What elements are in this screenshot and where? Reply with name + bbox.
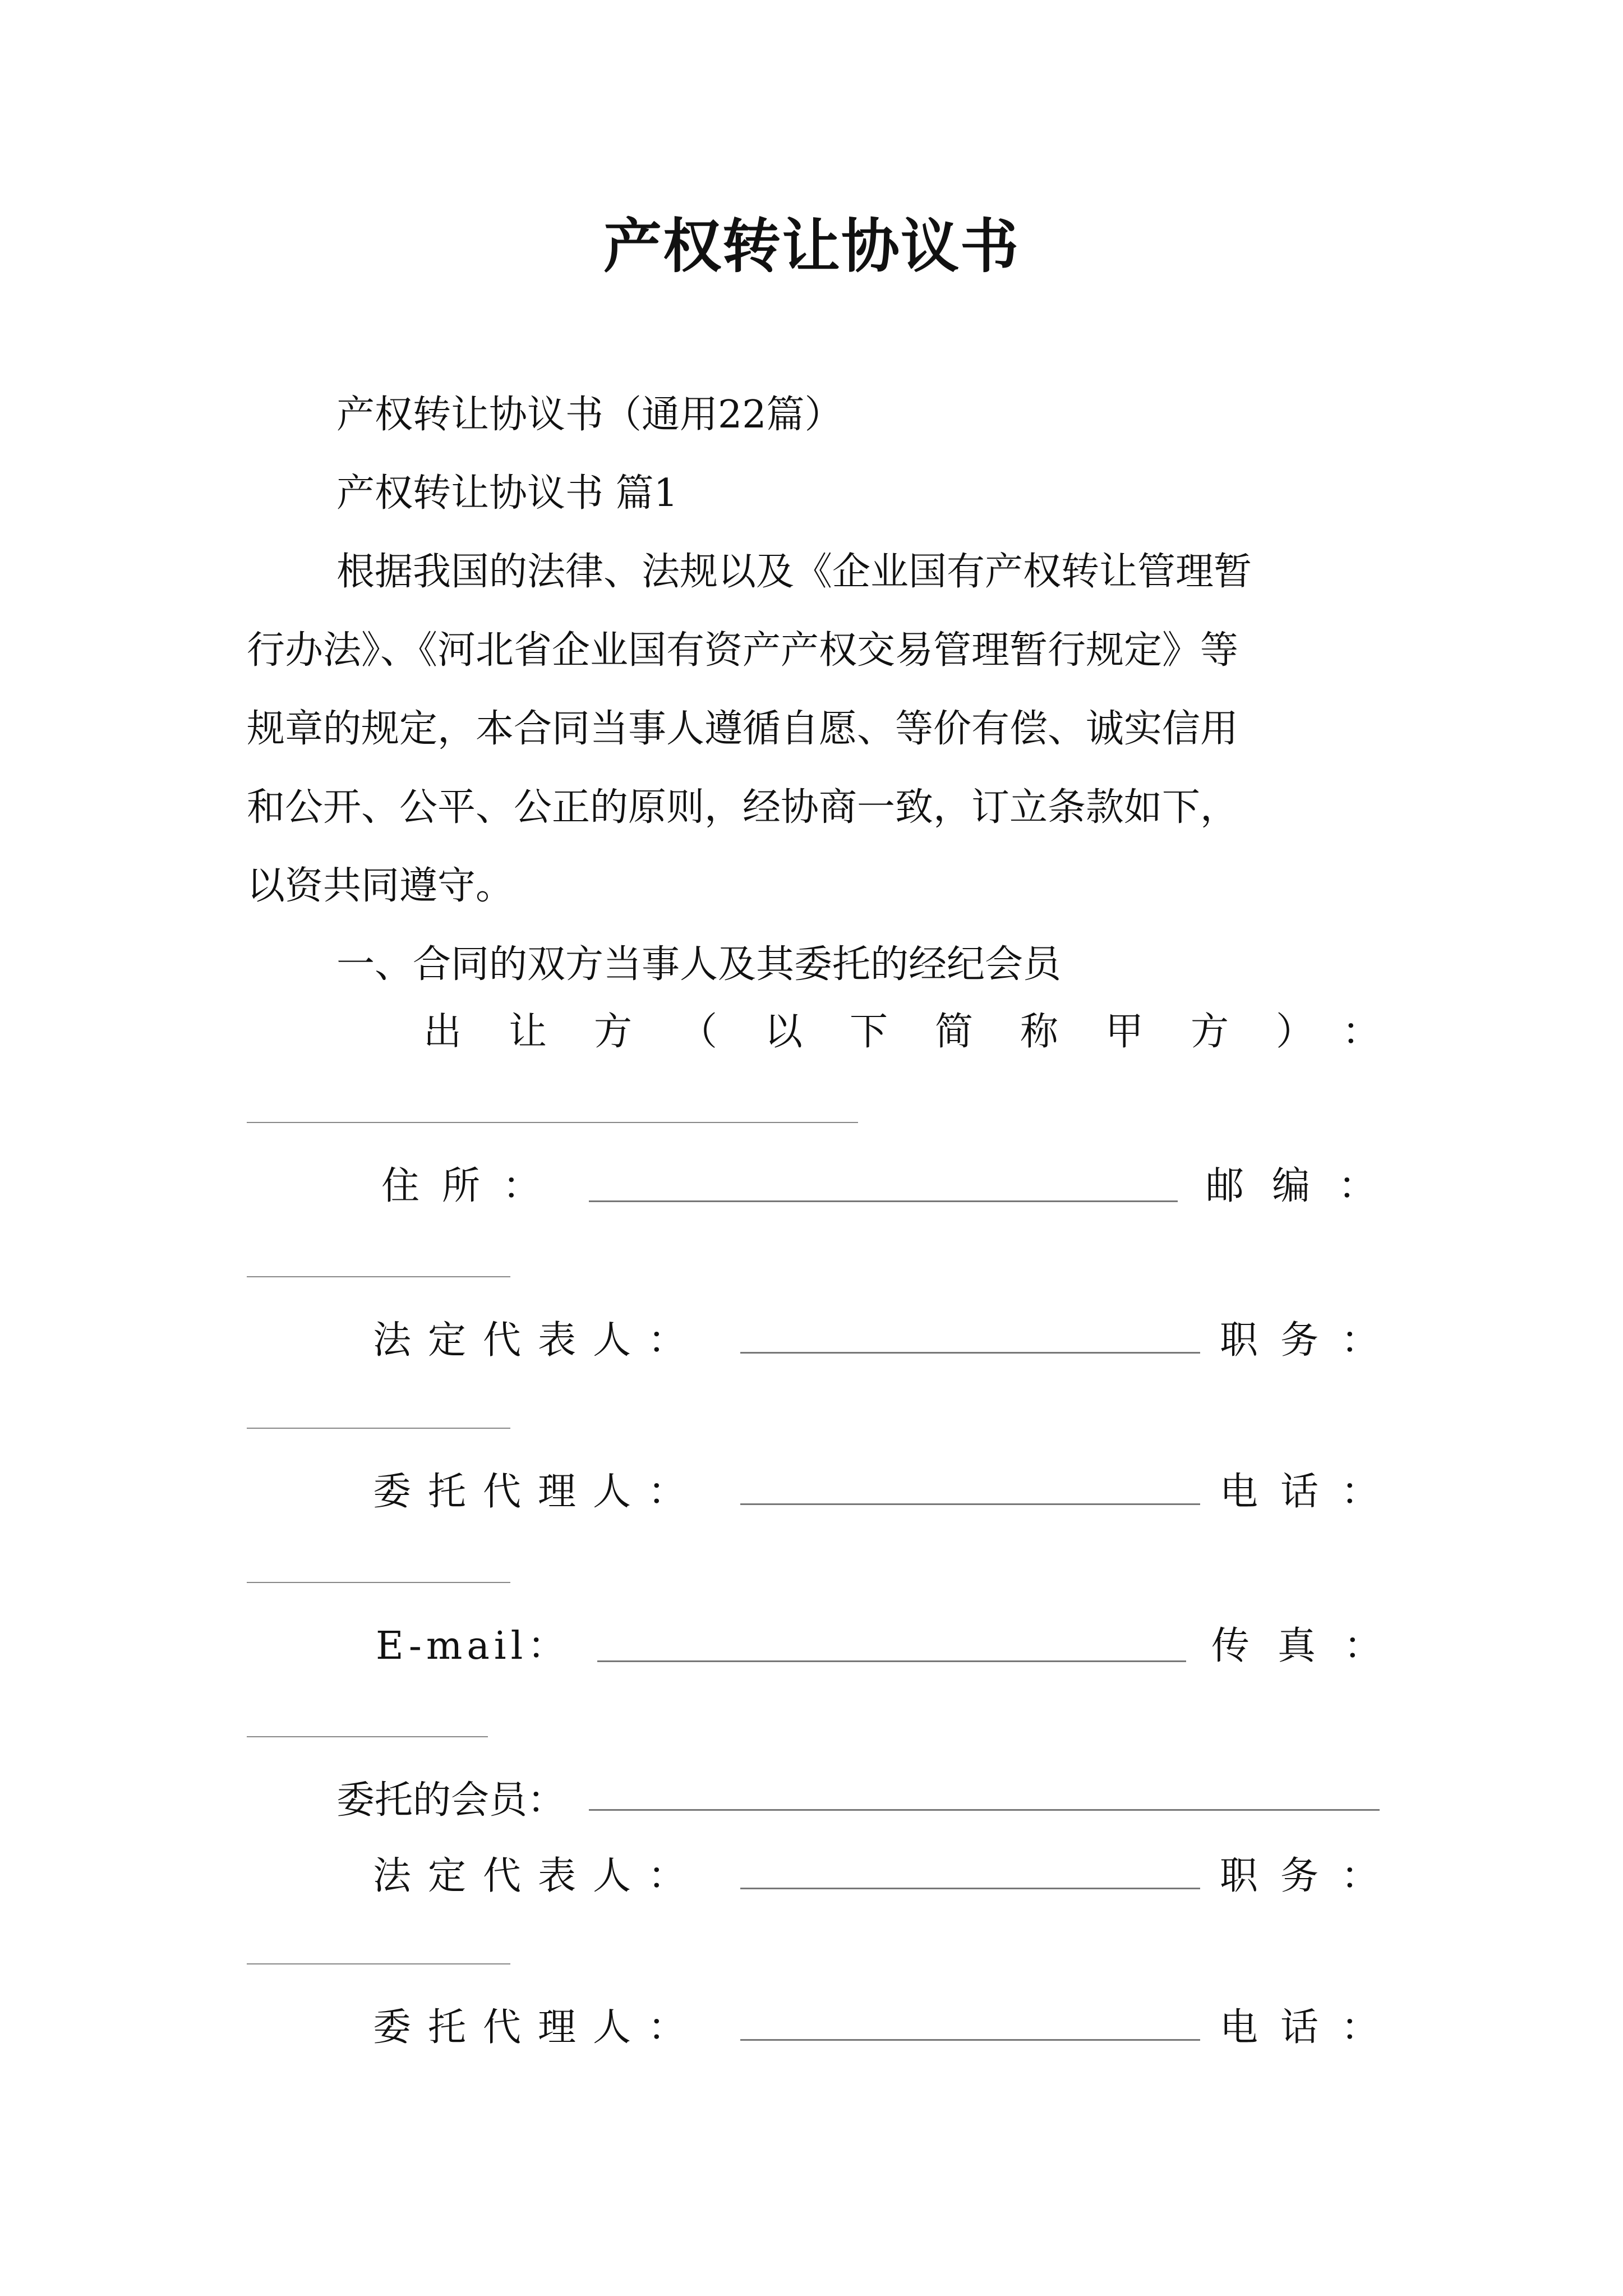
position-field[interactable]	[247, 1428, 510, 1429]
postcode-field[interactable]	[247, 1276, 510, 1277]
transferor-label	[423, 1001, 1428, 1056]
legal-rep-field[interactable]	[740, 1352, 1200, 1354]
address-label: 住所：	[381, 1164, 564, 1208]
member-position-field[interactable]	[247, 1963, 510, 1964]
agent-field[interactable]	[740, 1503, 1200, 1505]
member-legal-rep-field[interactable]	[740, 1888, 1200, 1889]
agent-label: 委托代理人：	[373, 1470, 703, 1514]
intro-line-3: 规章的规定，本合同当事人遵循自愿、等价有偿、诚实信用	[247, 707, 1239, 751]
section-heading: 产权转让协议书 篇1	[336, 471, 678, 516]
member-agent-field[interactable]	[740, 2039, 1200, 2041]
member-position-label: 职务：	[1220, 1854, 1402, 1898]
clause-one-heading: 一、合同的双方当事人及其委托的经纪会员	[336, 942, 1062, 987]
transferor-underline[interactable]	[247, 1122, 858, 1123]
legal-rep-label: 法定代表人：	[373, 1318, 703, 1363]
phone-field[interactable]	[247, 1582, 510, 1583]
document-subtitle: 产权转让协议书（通用22篇）	[336, 393, 843, 437]
transferor-label-text: 出让方（以下简称甲方）：	[423, 1010, 1428, 1054]
postcode-label: 邮编：	[1206, 1164, 1405, 1208]
intro-line-1: 根据我国的法律、法规以及《企业国有产权转让管理暂	[336, 550, 1252, 594]
fax-field[interactable]	[247, 1736, 488, 1737]
intro-line-5: 以资共同遵守。	[247, 864, 514, 908]
email-label: E-mail：	[376, 1624, 570, 1668]
address-field[interactable]	[589, 1200, 1178, 1202]
fax-label: 传真：	[1211, 1624, 1410, 1668]
intro-line-2: 行办法》、《河北省企业国有资产产权交易管理暂行规定》等	[247, 628, 1239, 673]
member-agent-label: 委托代理人：	[373, 2005, 703, 2050]
intro-line-4: 和公开、公平、公正的原则，经协商一致，订立条款如下，	[247, 785, 1239, 830]
document-title: 产权转让协议书	[603, 211, 1020, 280]
member-field[interactable]	[589, 1809, 1380, 1811]
member-phone-label: 电话：	[1220, 2005, 1402, 2050]
member-legal-rep-label: 法定代表人：	[373, 1854, 703, 1898]
member-label: 委托的会员：	[336, 1778, 566, 1823]
position-label: 职务：	[1220, 1318, 1402, 1363]
email-field[interactable]	[597, 1660, 1186, 1662]
phone-label: 电话：	[1220, 1470, 1402, 1514]
